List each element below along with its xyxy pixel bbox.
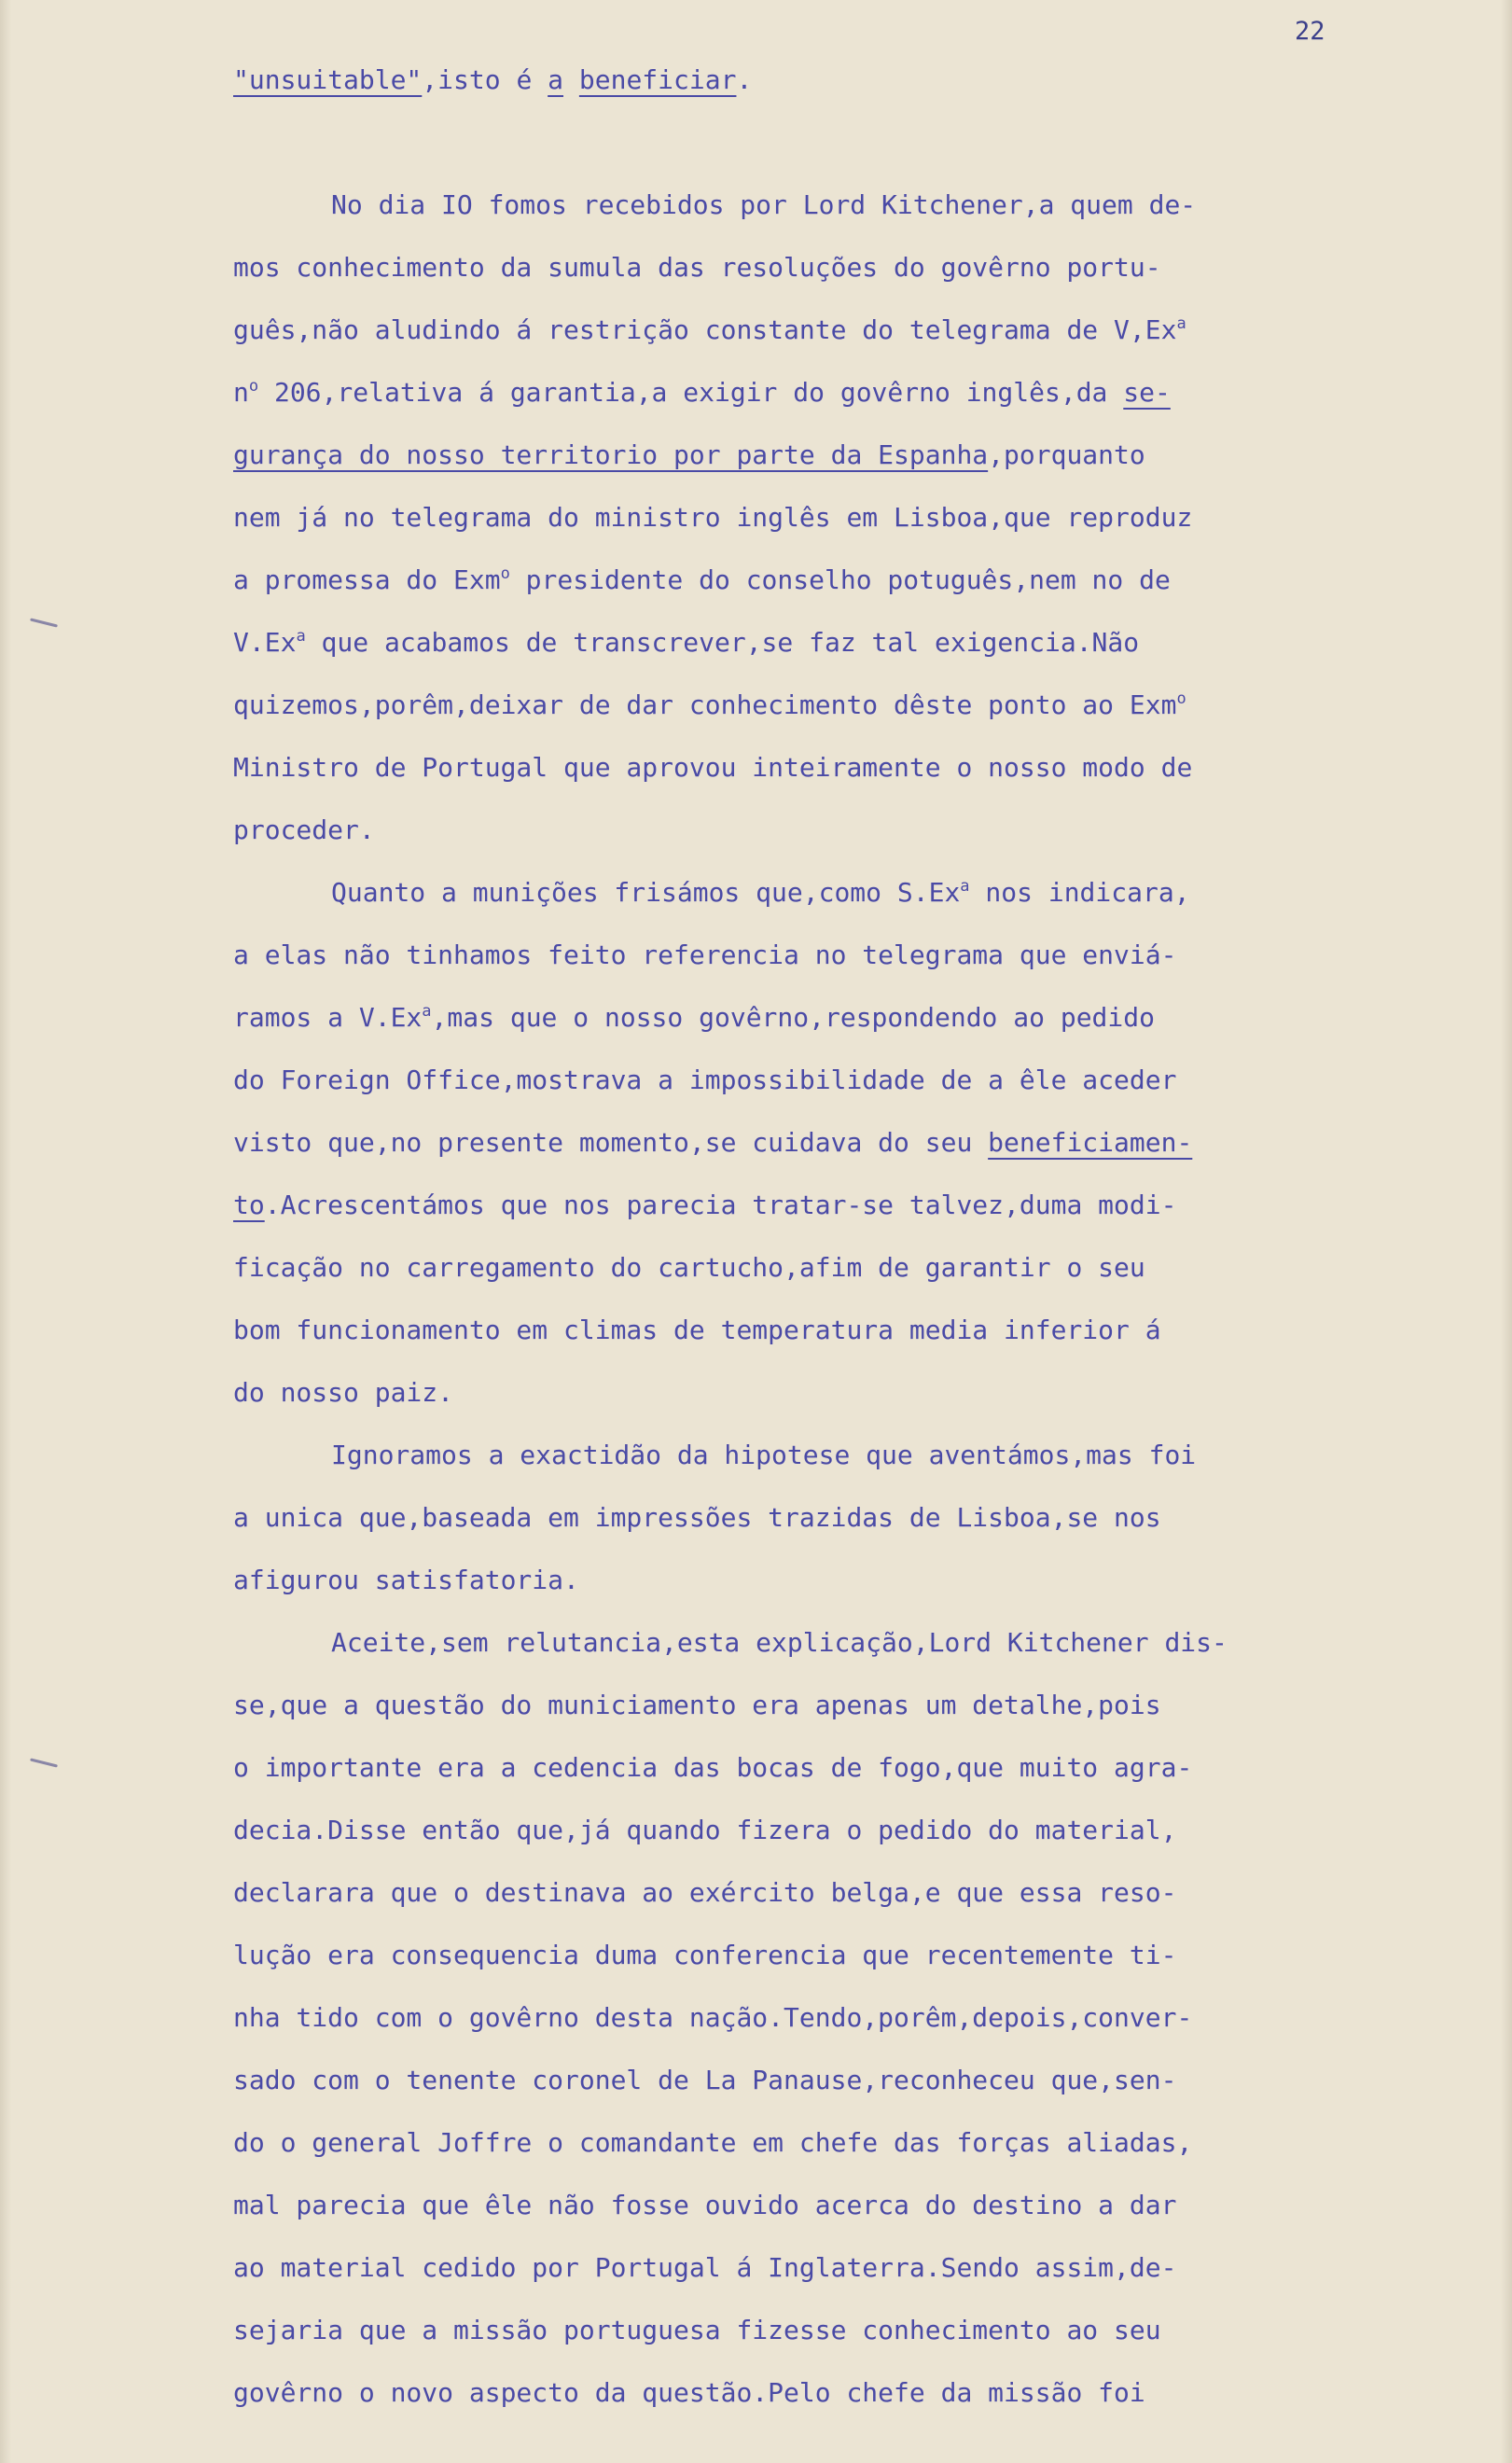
text-line	[233, 611, 1399, 674]
text-segment: Aceite,sem relutancia,esta explicação,Lord Kitchener dis-	[331, 1627, 1228, 1658]
text-line	[233, 736, 1399, 799]
text-segment: 206,relativa á garantia,a exigir do govêrno inglês,da	[258, 377, 1124, 408]
text-line	[233, 674, 1399, 736]
text-segment: ,porquanto	[988, 439, 1145, 470]
margin-pencil-mark	[30, 1758, 58, 1767]
text-segment: .Acrescentámos que nos parecia tratar-se talvez,duma modi-	[264, 1190, 1177, 1220]
text-line	[233, 549, 1399, 611]
margin-pencil-mark	[30, 618, 58, 627]
text-segment: Quanto a munições frisámos que,como S.Ex	[331, 877, 961, 908]
text-segment: proceder.	[233, 814, 375, 845]
text-segment: sado com o tenente coronel de La Panause,reconheceu que,sen-	[233, 2065, 1177, 2095]
underlined-text: gurança do nosso territorio por parte da Espanha	[233, 439, 989, 470]
superscript-text: a	[422, 1002, 432, 1021]
text-line	[233, 1924, 1399, 1986]
text-line	[233, 2111, 1399, 2174]
page-number: 22	[1295, 17, 1325, 46]
text-segment: a unica que,baseada em impressões trazidas de Lisboa,se nos	[233, 1502, 1161, 1533]
text-segment: bom funcionamento em climas de temperatura media inferior á	[233, 1315, 1161, 1345]
typed-letter-body	[233, 49, 1399, 2424]
text-line	[233, 1799, 1399, 1861]
text-line	[233, 49, 1399, 111]
text-line	[233, 1111, 1399, 1174]
text-segment: se,que a questão do municiamento era apenas um detalhe,pois	[233, 1690, 1161, 1720]
text-segment: a promessa do Exm	[233, 564, 501, 595]
text-line	[233, 424, 1399, 486]
text-line	[233, 986, 1399, 1049]
text-segment: n	[233, 377, 249, 408]
superscript-text: o	[248, 377, 259, 396]
text-segment: a elas não tinhamos feito referencia no telegrama que enviá-	[233, 939, 1177, 970]
text-segment: govêrno o novo aspecto da questão.Pelo chefe da missão foi	[233, 2377, 1145, 2408]
text-line	[233, 2236, 1399, 2299]
text-segment: presidente do conselho potuguês,nem no de	[509, 564, 1171, 595]
text-segment: V.Ex	[233, 627, 297, 658]
text-line	[233, 1424, 1399, 1486]
text-segment: ramos a V.Ex	[233, 1002, 423, 1033]
text-segment: ,mas que o nosso govêrno,respondendo ao pedido	[431, 1002, 1155, 1033]
text-segment: nha tido com o govêrno desta nação.Tendo,porêm,depois,conver-	[233, 2002, 1193, 2033]
text-line	[233, 1361, 1399, 1424]
text-line	[233, 799, 1399, 861]
text-line	[233, 1486, 1399, 1549]
text-segment: do nosso paiz.	[233, 1377, 454, 1408]
text-segment: o importante era a cedencia das bocas de fogo,que muito agra-	[233, 1752, 1193, 1783]
text-line	[233, 2174, 1399, 2236]
text-segment: nem já no telegrama do ministro inglês em Lisboa,que reproduz	[233, 502, 1193, 533]
page-edge-left	[0, 0, 11, 2463]
underlined-text: beneficiar	[578, 64, 737, 95]
text-segment: visto que,no presente momento,se cuidava do seu	[233, 1127, 989, 1158]
text-segment	[563, 64, 579, 95]
underlined-text: to	[233, 1190, 265, 1220]
text-line	[233, 174, 1399, 236]
text-segment: afigurou satisfatoria.	[233, 1565, 579, 1595]
text-segment: sejaria que a missão portuguesa fizesse conhecimento ao seu	[233, 2315, 1161, 2345]
text-line	[233, 361, 1399, 424]
text-line	[233, 1174, 1399, 1236]
underlined-text: se-	[1123, 377, 1171, 408]
page-edge-right	[1501, 0, 1512, 2463]
text-segment: No dia IO fomos recebidos por Lord Kitchener,a quem de-	[331, 189, 1197, 220]
text-line	[233, 1736, 1399, 1799]
text-segment: que acabamos de transcrever,se faz tal exigencia.Não	[305, 627, 1140, 658]
text-line	[233, 236, 1399, 299]
text-segment: ao material cedido por Portugal á Inglaterra.Sendo assim,de-	[233, 2252, 1177, 2283]
text-line	[233, 2361, 1399, 2424]
text-line	[233, 1549, 1399, 1611]
text-segment: do o general Joffre o comandante em chefe das forças aliadas,	[233, 2127, 1193, 2158]
superscript-text: a	[960, 877, 970, 896]
text-segment: nos indicara,	[969, 877, 1190, 908]
text-line	[233, 1299, 1399, 1361]
text-segment: quizemos,porêm,deixar de dar conhecimento dêste ponto ao Exm	[233, 689, 1177, 720]
text-line	[233, 1861, 1399, 1924]
text-segment: Ignoramos a exactidão da hipotese que aventámos,mas foi	[331, 1440, 1197, 1470]
text-line	[233, 2049, 1399, 2111]
text-line	[233, 486, 1399, 549]
text-segment: .	[736, 64, 753, 95]
text-segment: guês,não aludindo á restrição constante do telegrama de V,Ex	[233, 314, 1177, 345]
underlined-text: a	[548, 64, 564, 95]
text-line	[233, 1049, 1399, 1111]
text-segment: do Foreign Office,mostrava a impossibilidade de a êle aceder	[233, 1065, 1177, 1095]
text-segment: mal parecia que êle não fosse ouvido acerca do destino a dar	[233, 2190, 1177, 2220]
text-segment: mos conhecimento da sumula das resoluções do govêrno portu-	[233, 252, 1161, 283]
text-segment: ,isto é	[422, 64, 548, 95]
superscript-text: o	[500, 564, 510, 583]
superscript-text: o	[1176, 689, 1186, 708]
text-line	[233, 1986, 1399, 2049]
text-line	[233, 299, 1399, 361]
text-segment: decia.Disse então que,já quando fizera o pedido do material,	[233, 1815, 1177, 1845]
text-line	[233, 1236, 1399, 1299]
superscript-text: a	[296, 627, 306, 646]
text-line	[233, 1611, 1399, 1674]
text-segment: lução era consequencia duma conferencia que recentemente ti-	[233, 1940, 1177, 1970]
text-segment: declarara que o destinava ao exército belga,e que essa reso-	[233, 1877, 1177, 1908]
text-line	[233, 2299, 1399, 2361]
text-segment: ficação no carregamento do cartucho,afim de garantir o seu	[233, 1252, 1145, 1283]
underlined-text: "unsuitable"	[233, 64, 423, 95]
text-segment: Ministro de Portugal que aprovou inteiramente o nosso modo de	[233, 752, 1193, 783]
text-line	[233, 861, 1399, 924]
text-line	[233, 924, 1399, 986]
text-line	[233, 1674, 1399, 1736]
underlined-text: beneficiamen-	[988, 1127, 1193, 1158]
text-line	[233, 111, 1399, 174]
superscript-text: a	[1176, 314, 1186, 333]
